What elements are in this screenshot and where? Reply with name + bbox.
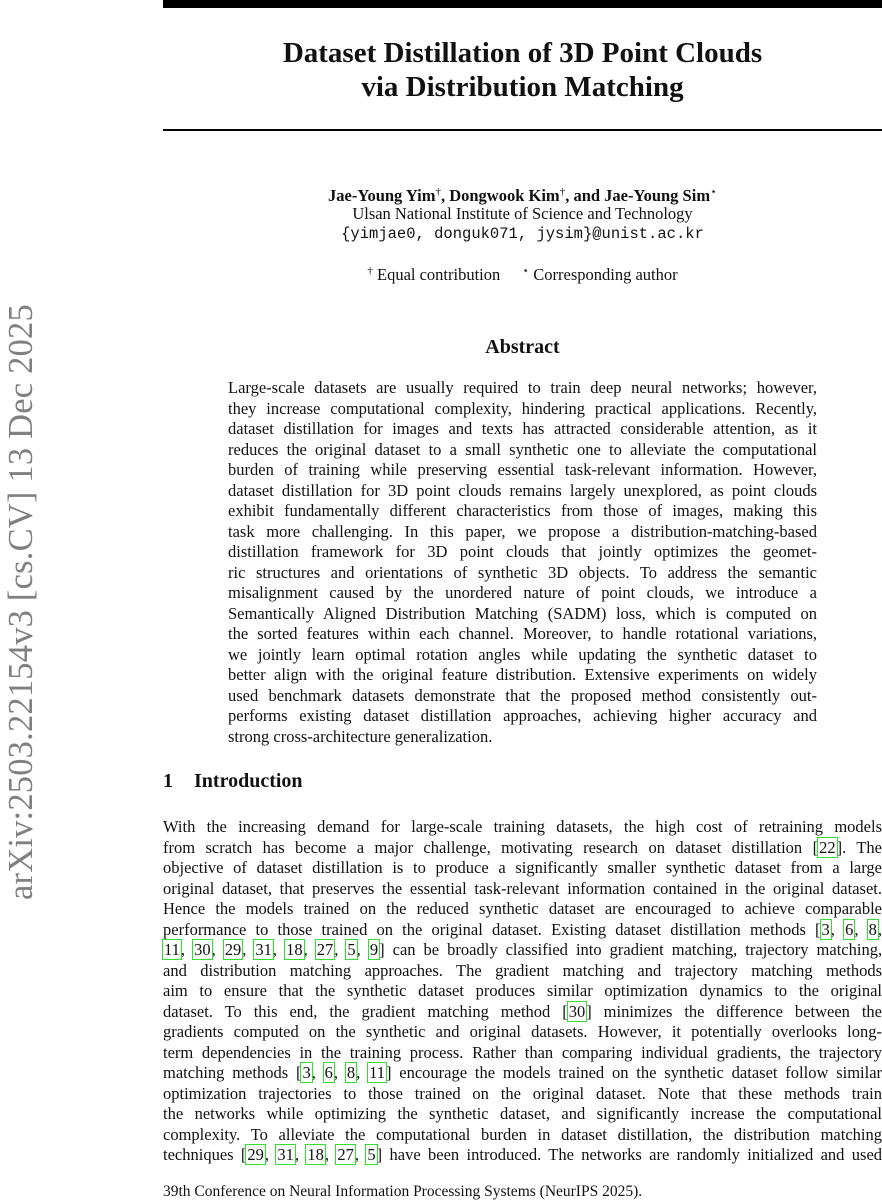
author-list <box>163 185 882 206</box>
abstract-line: misalignment caused by the unordered nature of point clouds, we introduce a <box>228 583 817 602</box>
intro-line: matching methods [3, 6, 8, 11] encourage the models trained on the synthetic dataset follow similar <box>163 1063 882 1082</box>
intro-line: With the increasing demand for large-scale training datasets, the high cost of retraining models <box>163 817 882 836</box>
abstract-line: they increase computational complexity, hindering practical applications. Recently, <box>228 398 817 418</box>
citation-link[interactable]: 8 <box>346 1063 356 1082</box>
author-mark: † <box>435 186 441 198</box>
title-line-1: Dataset Distillation of 3D Point Clouds <box>282 37 763 69</box>
abstract-line: the sorted features within each channel. Moreover, to handle rotational variations, <box>228 624 817 643</box>
intro-line: original dataset, that preserves the essential task-relevant information contained in the original dataset. <box>163 878 882 898</box>
title-rule <box>163 129 882 131</box>
citation-link[interactable]: 5 <box>347 940 356 959</box>
abstract-body <box>228 378 817 747</box>
citation-link[interactable]: 18 <box>307 1145 324 1164</box>
citation-link[interactable]: 3 <box>821 919 830 939</box>
intro-line: from scratch has become a major challenge, motivating research on dataset distillation [22]. The <box>163 837 882 857</box>
section-title: Introduction <box>194 770 303 792</box>
contribution-note <box>163 264 882 285</box>
citation-link[interactable]: 22 <box>819 837 836 857</box>
equal-mark: † <box>367 265 373 277</box>
author-separator: , <box>440 186 450 205</box>
abstract-line: reduces the original dataset to a small synthetic one to alleviate the computational <box>228 439 817 459</box>
intro-line: techniques [29, 31, 18, 27, 5] have been introduced. The networks are randomly initialized and used <box>163 1145 882 1164</box>
intro-line: aim to ensure that the synthetic dataset produces similar optimization dynamics to the original <box>163 981 882 1000</box>
citation-link[interactable]: 6 <box>845 919 854 939</box>
intro-line: complexity. To alleviate the computational burden in dataset distillation, the distribution matching <box>163 1124 882 1144</box>
author-separator: , and <box>565 186 605 205</box>
intro-line: the networks while optimizing the synthetic dataset, and significantly increase the computational <box>163 1104 882 1123</box>
intro-line: objective of dataset distillation is to produce a significantly smaller synthetic dataset from a large <box>163 858 882 877</box>
author-mark: † <box>559 186 566 198</box>
citation-link[interactable]: 3 <box>302 1063 311 1082</box>
abstract-line: used benchmark datasets demonstrate that the proposed method consistently out- <box>228 685 817 705</box>
intro-line: optimization trajectories to those trained on the original dataset. Note that these methods train <box>163 1083 882 1103</box>
citation-link[interactable]: 8 <box>868 919 877 939</box>
abstract-line: dataset distillation for 3D point clouds remains largely unexplored, as point clouds <box>228 480 817 500</box>
intro-line: gradients computed on the synthetic and original datasets. However, it potentially overlooks long- <box>163 1022 882 1041</box>
title-line-2: via Distribution Matching <box>361 71 684 103</box>
citation-link[interactable]: 29 <box>247 1145 264 1164</box>
author-name: Jae-Young Yim <box>328 186 436 205</box>
citation-link[interactable]: 6 <box>324 1063 333 1082</box>
abstract-line: ric structures and orientations of synthetic 3D objects. To address the semantic <box>228 562 817 582</box>
citation-link[interactable]: 29 <box>224 940 242 959</box>
abstract-line: exhibit fundamentally different characteristics from those of images, making this <box>228 501 817 520</box>
abstract-line: performs existing dataset distillation approaches, achieving higher accuracy and <box>228 706 817 725</box>
abstract-line: task more challenging. In this paper, we propose a distribution-matching-based <box>228 521 817 541</box>
citation-link[interactable]: 31 <box>255 940 272 959</box>
author-name: Jae-Young Sim <box>604 186 711 205</box>
citation-link[interactable]: 30 <box>568 1001 586 1021</box>
citation-link[interactable]: 5 <box>367 1145 376 1164</box>
section-heading <box>163 770 303 793</box>
intro-line: 11, 30, 29, 31, 18, 27, 5, 9] can be broadly classified into gradient matching, trajectory matching, <box>164 940 882 959</box>
conference-footer: 39th Conference on Neural Information Processing Systems (NeurIPS 2025). <box>163 1183 643 1200</box>
citation-link[interactable]: 30 <box>194 940 211 959</box>
citation-link[interactable]: 31 <box>277 1145 294 1164</box>
abstract-line: Large-scale datasets are usually required to train deep neural networks; however, <box>228 378 817 397</box>
intro-line: term dependencies in the training process. Rather than comparing individual gradients, the trajectory <box>163 1042 882 1062</box>
citation-link[interactable]: 11 <box>369 1063 385 1082</box>
introduction-body <box>163 817 882 1166</box>
section-number: 1 <box>163 770 173 792</box>
corresponding-mark: ⋆ <box>522 265 530 277</box>
abstract-line: burden of training while preserving essential task-relevant information. However, <box>228 460 817 479</box>
corresponding-author-text: Corresponding author <box>529 265 678 284</box>
abstract-line: strong cross-architecture generalization. <box>228 726 493 746</box>
equal-contribution-text: Equal contribution <box>372 265 501 284</box>
intro-line: Hence the models trained on the reduced synthetic dataset are encouraged to achieve comparable <box>163 899 882 918</box>
citation-link[interactable]: 11 <box>164 940 180 959</box>
author-mark: ⋆ <box>710 186 717 198</box>
affiliation: Ulsan National Institute of Science and Technology <box>352 204 693 223</box>
abstract-line: better align with the original feature distribution. Extensive experiments on widely <box>228 665 817 684</box>
citation-link[interactable]: 18 <box>286 940 303 959</box>
abstract-line: we jointly learn optimal rotation angles while updating the synthetic dataset to <box>228 644 817 664</box>
paper-title <box>163 36 882 104</box>
abstract-line: Semantically Aligned Distribution Matching (SADM) loss, which is computed on <box>228 603 817 623</box>
citation-link[interactable]: 27 <box>316 940 334 959</box>
citation-link[interactable]: 27 <box>337 1145 354 1164</box>
arxiv-identifier: arXiv:2503.22154v3 [cs.CV] 13 Dec 2025 <box>2 304 40 900</box>
top-rule <box>163 0 882 8</box>
author-emails: {yimjae0, donguk071, jysim}@unist.ac.kr <box>341 225 704 243</box>
abstract-heading: Abstract <box>485 336 560 358</box>
intro-line: and distribution matching approaches. The gradient matching and trajectory matching methods <box>163 960 882 980</box>
citation-link[interactable]: 9 <box>369 940 379 959</box>
intro-line: performance to those trained on the original dataset. Existing dataset distillation methods [3, 6, 8, <box>163 919 882 939</box>
intro-line: dataset. To this end, the gradient matching method [30] minimizes the difference between the <box>163 1001 882 1021</box>
abstract-line: distillation framework for 3D point clouds that jointly optimizes the geomet- <box>228 542 817 561</box>
abstract-line: dataset distillation for images and texts has attracted considerable attention, as it <box>228 419 817 438</box>
author-name: Dongwook Kim <box>449 186 560 205</box>
